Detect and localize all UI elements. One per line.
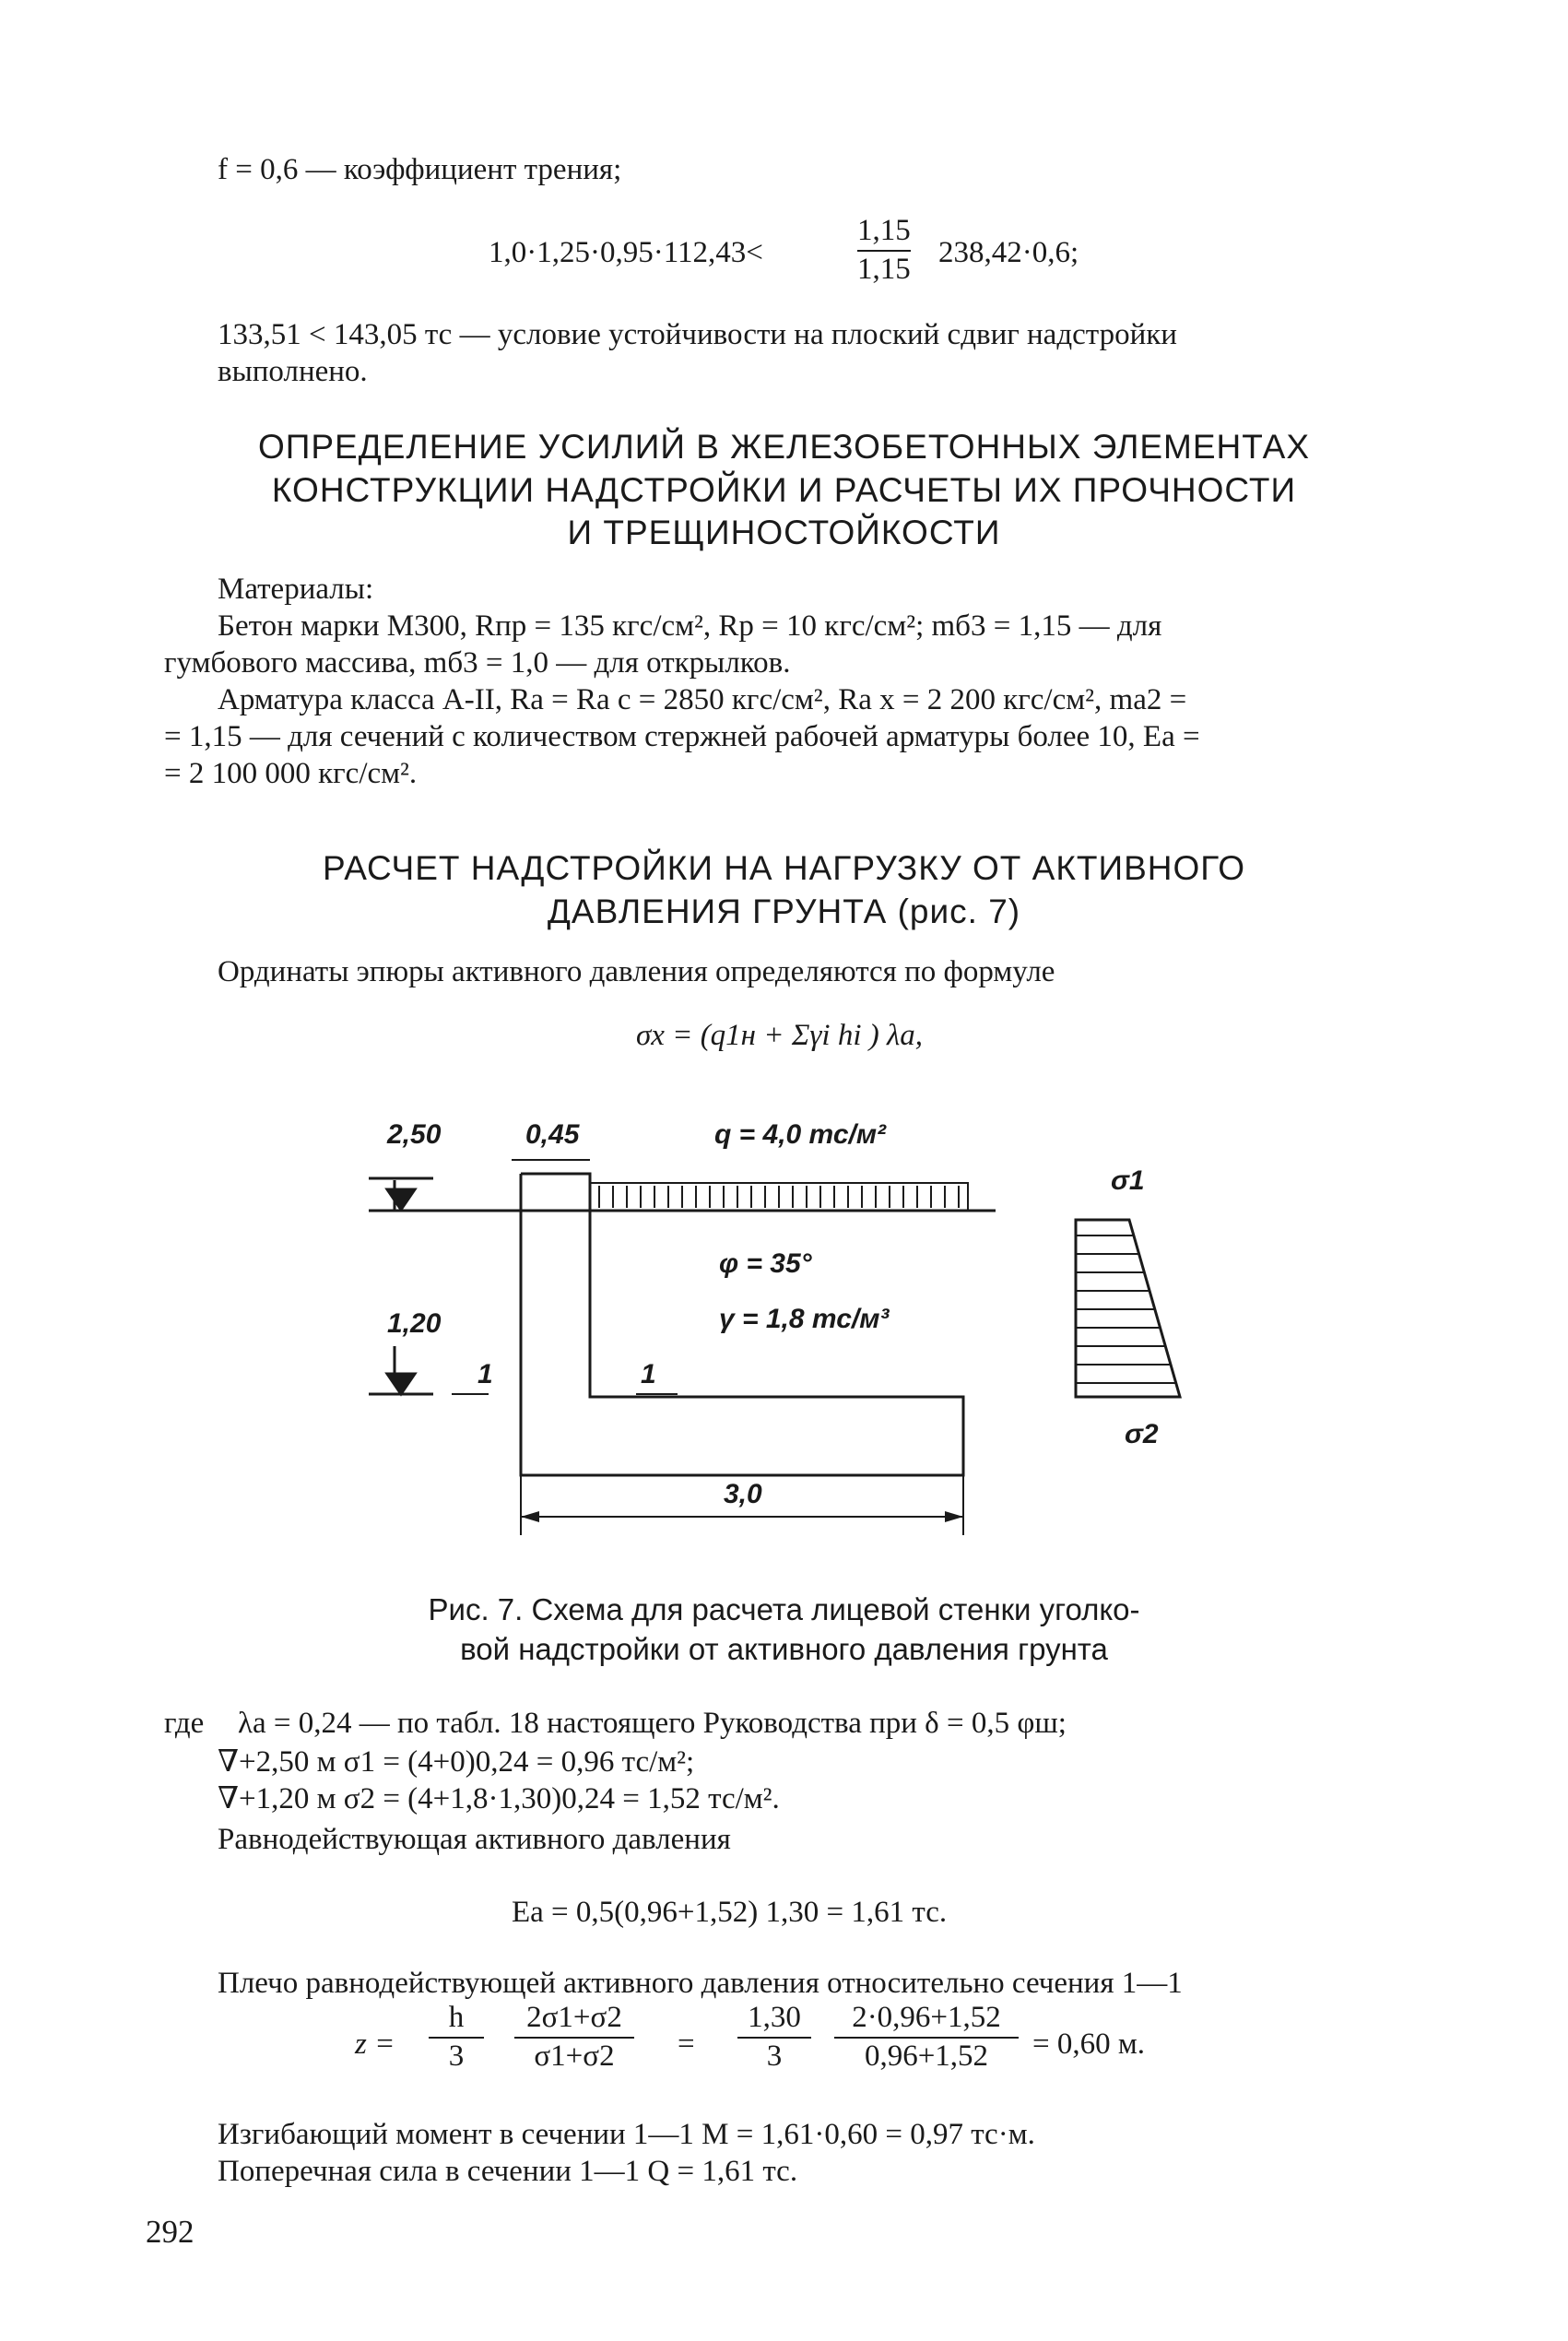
label-base-width: 3,0	[724, 1479, 762, 1509]
inequality-fraction-denominator: 1,15	[857, 252, 911, 286]
where-word: где	[164, 1707, 205, 1740]
elevation-triangle-top	[387, 1189, 415, 1210]
z-fraction-4-num: 2·0,96+1,52	[852, 2001, 1001, 2034]
label-elevation-top: 2,50	[387, 1119, 442, 1150]
bending-moment-line: Изгибающий момент в сечении 1—1 M = 1,61·0,60 = 0,97 тс·м.	[218, 2118, 1035, 2151]
section2-title-line-1: РАСЧЕТ НАДСТРОЙКИ НА НАГРУЗКУ ОТ АКТИВНОГО	[322, 849, 1245, 887]
inequality-left: 1,0·1,25·0,95·112,43<	[489, 236, 763, 269]
z-equals: =	[678, 2028, 695, 2061]
z-fraction-2	[514, 2001, 634, 2075]
resultant-formula: Ea = 0,5(0,96+1,52) 1,30 = 1,61 тс.	[512, 1896, 948, 1929]
label-section-right: 1	[641, 1359, 656, 1389]
fraction-bar	[429, 2037, 484, 2039]
rebar-line-2: = 1,15 — для сечений с количеством стержней рабочей арматуры более 10, Eа =	[164, 720, 1200, 753]
elevation-triangle-bottom	[387, 1374, 415, 1394]
load-arrows	[599, 1186, 959, 1208]
width-dim-arrow-right	[945, 1511, 963, 1522]
z-fraction-3-num: 1,30	[748, 2001, 801, 2034]
z-fraction-2-num: 2σ1+σ2	[526, 2001, 622, 2034]
materials-label: Материалы:	[218, 573, 374, 606]
fraction-bar	[834, 2037, 1019, 2039]
z-fraction-3	[737, 2001, 811, 2075]
sigma1-line: ∇+2,50 м σ1 = (4+0)0,24 = 0,96 тс/м²;	[218, 1745, 695, 1779]
figure-caption-line-1: Рис. 7. Схема для расчета лицевой стенки уголко-	[428, 1592, 1140, 1626]
label-unit-weight: γ = 1,8 тс/м³	[719, 1304, 890, 1334]
shear-force-line: Поперечная сила в сечении 1—1 Q = 1,61 тс.	[218, 2155, 798, 2188]
width-dim-arrow-left	[521, 1511, 539, 1522]
z-fraction-3-den: 3	[766, 2039, 783, 2073]
sigma2-line: ∇+1,20 м σ2 = (4+1,8·1,30)0,24 = 1,52 тс/м².	[218, 1782, 780, 1815]
section2-title-line-2: ДАВЛЕНИЯ ГРУНТА (рис. 7)	[547, 893, 1021, 930]
arm-line: Плечо равнодействующей активного давления относительно сечения 1—1	[218, 1967, 1183, 2000]
concrete-line-1: Бетон марки М300, Rпр = 135 кгс/см², Rр = 10 кгс/см²; mб3 = 1,15 — для	[218, 609, 1162, 643]
z-fraction-1	[429, 2001, 484, 2075]
friction-coefficient-line: f = 0,6 — коэффициент трения;	[218, 153, 622, 186]
label-friction-angle: φ = 35°	[719, 1248, 812, 1279]
section1-title-line-3: И ТРЕЩИНОСТОЙКОСТИ	[567, 514, 1001, 551]
inequality-fraction-numerator: 1,15	[857, 214, 911, 247]
resultant-label: Равнодействующая активного давления	[218, 1823, 731, 1856]
z-fraction-4	[834, 2001, 1019, 2075]
section1-title-line-1: ОПРЕДЕЛЕНИЕ УСИЛИЙ В ЖЕЛЕЗОБЕТОННЫХ ЭЛЕМЕНТАХ	[257, 428, 1311, 466]
sigma-formula: σx = (q1н + Σγi hi ) λa,	[636, 1019, 924, 1052]
fraction-bar	[737, 2037, 811, 2039]
label-sigma1: σ1	[1111, 1165, 1145, 1196]
label-surface-load: q = 4,0 тс/м²	[714, 1119, 887, 1150]
concrete-line-2: гумбового массива, mб3 = 1,0 — для открылков.	[164, 646, 791, 680]
figure-caption-line-2: вой надстройки от активного давления грунта	[460, 1632, 1108, 1666]
section1-title-line-2: КОНСТРУКЦИИ НАДСТРОЙКИ И РАСЧЕТЫ ИХ ПРОЧНОСТИ	[271, 471, 1297, 509]
page-number: 292	[146, 2214, 195, 2250]
label-section-left: 1	[477, 1359, 493, 1389]
z-fraction-4-den: 0,96+1,52	[864, 2039, 989, 2073]
inequality-right: 238,42·0,6;	[938, 236, 1079, 269]
z-fraction-1-den: 3	[448, 2039, 465, 2073]
ordinates-line: Ординаты эпюры активного давления определяются по формуле	[218, 955, 1055, 988]
rebar-line-3: = 2 100 000 кгс/см².	[164, 757, 418, 790]
rebar-line-1: Арматура класса А-II, Rа = Rа с = 2850 кгс/см², Rа х = 2 200 кгс/см², mа2 =	[218, 683, 1187, 716]
lambda-line: λa = 0,24 — по табл. 18 настоящего Руководства при δ = 0,5 φш;	[238, 1707, 1067, 1740]
stability-line-1: 133,51 < 143,05 тс — условие устойчивости на плоский сдвиг надстройки	[218, 318, 1177, 351]
stability-line-2: выполнено.	[218, 355, 368, 388]
fraction-bar	[514, 2037, 634, 2039]
z-result: = 0,60 м.	[1032, 2028, 1145, 2061]
label-sigma2: σ2	[1125, 1419, 1159, 1449]
pressure-arrows	[1077, 1236, 1176, 1383]
z-fraction-1-num: h	[448, 2001, 465, 2034]
label-wall-thickness: 0,45	[525, 1119, 580, 1150]
z-label: z =	[355, 2028, 395, 2061]
z-fraction-2-den: σ1+σ2	[534, 2039, 615, 2073]
label-elevation-bottom: 1,20	[387, 1308, 442, 1339]
